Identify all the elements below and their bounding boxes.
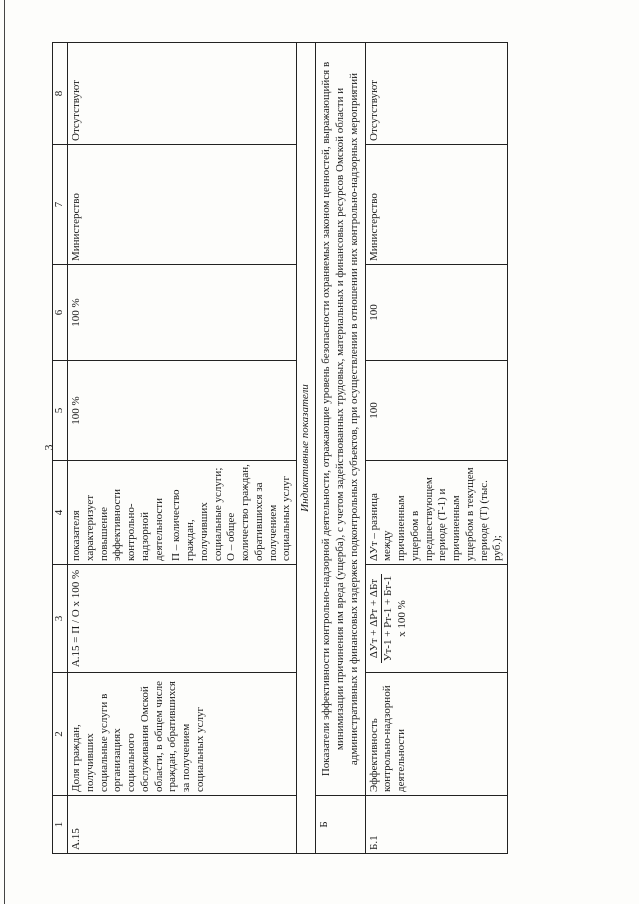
page-number: 3 bbox=[41, 444, 56, 451]
col-header-2: 2 bbox=[53, 673, 68, 796]
b1-formula-numerator: ΔУт + ΔРт + ΔБт bbox=[368, 574, 383, 664]
section-b-text: Показатели эффективности контрольно-надзорной деятельности, отражающие уровень безопасности охраняемых законом ценностей, выражающийся в минимизации причинения им вреда (ущерба), с учетом задействованных трудовых, материальных и финансовых ресурсов Омской области и административных и финансовых издержек подконтрольных субъектов, при осуществлении в отношении них контрольно-надзорных мероприятий bbox=[315, 43, 365, 796]
column-number-row bbox=[53, 43, 68, 854]
table-row-b1 bbox=[365, 43, 508, 854]
b1-value6: 100 bbox=[365, 265, 508, 361]
col-header-1: 1 bbox=[53, 796, 68, 854]
b1-formula bbox=[365, 565, 508, 673]
col-header-6: 6 bbox=[53, 265, 68, 361]
b1-description: ΔУт – разница между причиненным ущербом в предшествующем периоде (Т-1) и причиненным ущербом в текущем периоде (Т) (тыс. руб.); bbox=[365, 461, 508, 565]
section-title: Индикативные показатели bbox=[297, 43, 316, 854]
b1-formula-denominator: Ут-1 + Рт-1 + Бт-1 bbox=[382, 575, 395, 662]
section-title-row bbox=[297, 43, 316, 854]
b1-source: Министерство bbox=[365, 145, 508, 265]
a15-formula: А.15 = П / О x 100 % bbox=[68, 565, 297, 673]
section-b-row bbox=[315, 43, 365, 854]
a15-value6: 100 % bbox=[68, 265, 297, 361]
b1-formula-fraction bbox=[368, 574, 397, 664]
a15-note: Отсутствуют bbox=[68, 43, 297, 145]
table-row-a15 bbox=[68, 43, 297, 854]
col-header-4: 4 bbox=[53, 461, 68, 565]
col-header-8: 8 bbox=[53, 43, 68, 145]
b1-value5: 100 bbox=[365, 361, 508, 461]
a15-source: Министерство bbox=[68, 145, 297, 265]
b1-name: Эффективность контрольно-надзорной деятельности bbox=[365, 673, 508, 796]
page-edge-line bbox=[4, 0, 5, 904]
a15-name: Доля граждан, получивших социальные услуги в организациях социального обслуживания Омской области, в общем числе граждан, обратившихся за получением социальных услуг bbox=[68, 673, 297, 796]
a15-prev-description: показателя характеризует повышение эффективности контрольно-надзорной деятельности bbox=[70, 488, 165, 561]
col-header-3: 3 bbox=[53, 565, 68, 673]
b1-id: Б.1 bbox=[365, 796, 508, 854]
b1-note: Отсутствуют bbox=[365, 43, 508, 145]
a15-id: А.15 bbox=[68, 796, 297, 854]
b1-formula-tail: x 100 % bbox=[396, 600, 409, 637]
col-header-7: 7 bbox=[53, 145, 68, 265]
rotated-table-container bbox=[52, 43, 504, 854]
indicators-table bbox=[52, 42, 508, 854]
a15-description-text: П – количество граждан, получивших социальные услуги; О – общее количество граждан, обратившихся за получением социальных услуг bbox=[170, 464, 293, 561]
a15-description bbox=[68, 461, 297, 565]
section-b-id: Б bbox=[315, 796, 365, 854]
a15-value5: 100 % bbox=[68, 361, 297, 461]
col-header-5: 5 bbox=[53, 361, 68, 461]
